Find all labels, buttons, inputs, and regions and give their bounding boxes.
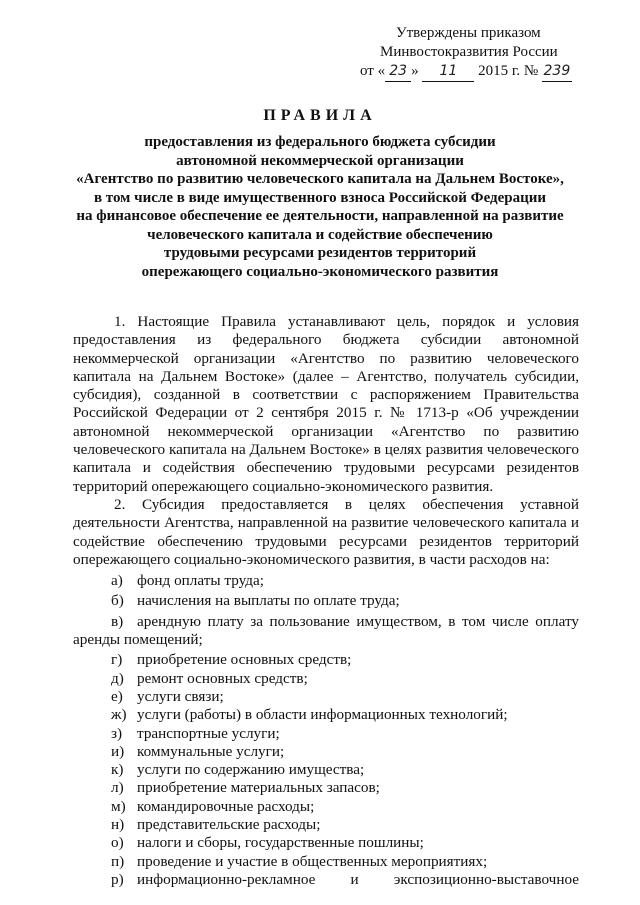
list-item-b	[73, 592, 579, 610]
list-item-n	[73, 816, 579, 834]
list-item-m	[73, 798, 579, 816]
list-item-d	[73, 670, 579, 688]
subtitle-line: трудовыми ресурсами резидентов территорий	[163, 245, 477, 261]
subtitle-line: на финансовое обеспечение ее деятельности, направленной на развитие	[76, 208, 564, 224]
document-subtitle	[40, 133, 600, 281]
list-item-text: приобретение материальных запасов;	[137, 779, 380, 797]
list-item-e	[73, 688, 579, 706]
list-marker: о)	[111, 834, 124, 852]
list-marker: ж)	[111, 706, 127, 724]
approval-date-line	[360, 62, 610, 82]
list-item-r-start	[111, 871, 315, 889]
document-title: ПРАВИЛА	[263, 107, 377, 124]
subtitle-line: автономной некоммерческой организации	[176, 152, 464, 169]
list-item-z	[73, 725, 579, 743]
document-body	[73, 313, 579, 889]
list-marker: м)	[111, 797, 126, 815]
date-year: 2015 г. №	[478, 63, 539, 79]
list-marker: к)	[111, 761, 124, 779]
list-item-text: и	[350, 870, 359, 888]
handwritten-day: 23	[385, 62, 411, 82]
handwritten-month: 11	[422, 62, 474, 82]
list-item-text: командировочные расходы;	[137, 797, 315, 815]
list-item-r	[73, 871, 579, 889]
list-item-text: транспортные услуги;	[137, 724, 280, 742]
list-item-l	[73, 779, 579, 797]
paragraph-2: 2. Субсидия предоставляется в целях обеспечения уставной деятельности Агентства, направленной на развитие человеческого капитала и содействие обеспечению трудовыми ресурсами резидентов территорий опережающего социально-экономического развития, в части расходов на:	[73, 495, 579, 568]
list-item-g	[73, 651, 579, 669]
date-mid: »	[411, 63, 419, 79]
list-marker: б)	[111, 592, 124, 610]
list-item-p	[73, 853, 579, 871]
list-item-text: приобретение основных средств;	[137, 651, 352, 669]
subtitle-line: в том числе в виде имущественного взноса Российской Федерации	[93, 189, 547, 206]
list-marker: а)	[111, 572, 123, 590]
list-marker: и)	[111, 742, 125, 760]
list-item-o	[73, 834, 579, 852]
subtitle-line: предоставления из федерального бюджета субсидии	[144, 134, 496, 150]
list-marker: п)	[111, 852, 125, 870]
list-item-text: фонд оплаты труда;	[137, 572, 264, 590]
subtitle-line: «Агентство по развитию человеческого капитала на Дальнем Востоке»,	[76, 171, 564, 187]
list-marker: л)	[111, 779, 124, 797]
list-marker: н)	[111, 816, 125, 834]
subtitle-line: опережающего социально-экономического развития	[141, 263, 499, 280]
list-marker: е)	[111, 687, 123, 705]
handwritten-order-number: 239	[542, 62, 572, 82]
approval-stamp	[360, 24, 610, 82]
approval-line-1: Утверждены приказом	[396, 25, 541, 41]
list-item-text: начисления на выплаты по оплате труда;	[137, 592, 400, 610]
date-prefix: от «	[360, 63, 386, 79]
list-item-text: информационно-рекламное	[137, 870, 316, 888]
subtitle-line: человеческого капитала и содействие обеспечению	[147, 226, 493, 243]
list-item-zh	[73, 706, 579, 724]
list-item-text: услуги по содержанию имущества;	[137, 761, 365, 779]
list-item-v	[73, 613, 579, 650]
list-item-text: услуги связи;	[137, 687, 224, 705]
list-item-text: проведение и участие в общественных мероприятиях;	[137, 852, 488, 870]
list-item-text: налоги и сборы, государственные пошлины;	[137, 834, 424, 852]
approval-line-2: Минвостокразвития России	[380, 44, 558, 60]
list-item-text: экспозиционно-выставочное	[393, 870, 579, 888]
list-marker: г)	[111, 651, 123, 669]
list-item-text: коммунальные услуги;	[137, 742, 285, 760]
list-item-text: представительские расходы;	[137, 816, 321, 834]
list-item-a	[73, 572, 579, 590]
list-marker: в)	[111, 612, 124, 630]
list-item-k	[73, 761, 579, 779]
list-item-text: ремонт основных средств;	[137, 669, 308, 687]
list-item-text: услуги (работы) в области информационных технологий;	[137, 706, 508, 724]
list-item-i	[73, 743, 579, 761]
list-marker: р)	[111, 870, 124, 888]
list-item-text: арендную плату за пользование имуществом, в том числе оплату аренды помещений;	[73, 612, 579, 649]
list-marker: з)	[111, 724, 123, 742]
list-marker: д)	[111, 669, 124, 687]
paragraph-1: 1. Настоящие Правила устанавливают цель, порядок и условия предоставления из федерального бюджета субсидии автономной некоммерческой организации «Агентство по развитию человеческого капитала на Дальнем Востоке» (далее – Агентство, получатель субсидии, субсидия), созданной в соответствии с распоряжением Правительства Российской Федерации от 2 сентября 2015 г. № 1713-р «Об учреждении автономной некоммерческой организации «Агентство по развитию человеческого капитала на Дальнем Востоке» в целях развития человеческого капитала и содействия обеспечению трудовыми ресурсами резидентов территорий опережающего социально-экономического развития.	[73, 313, 579, 495]
